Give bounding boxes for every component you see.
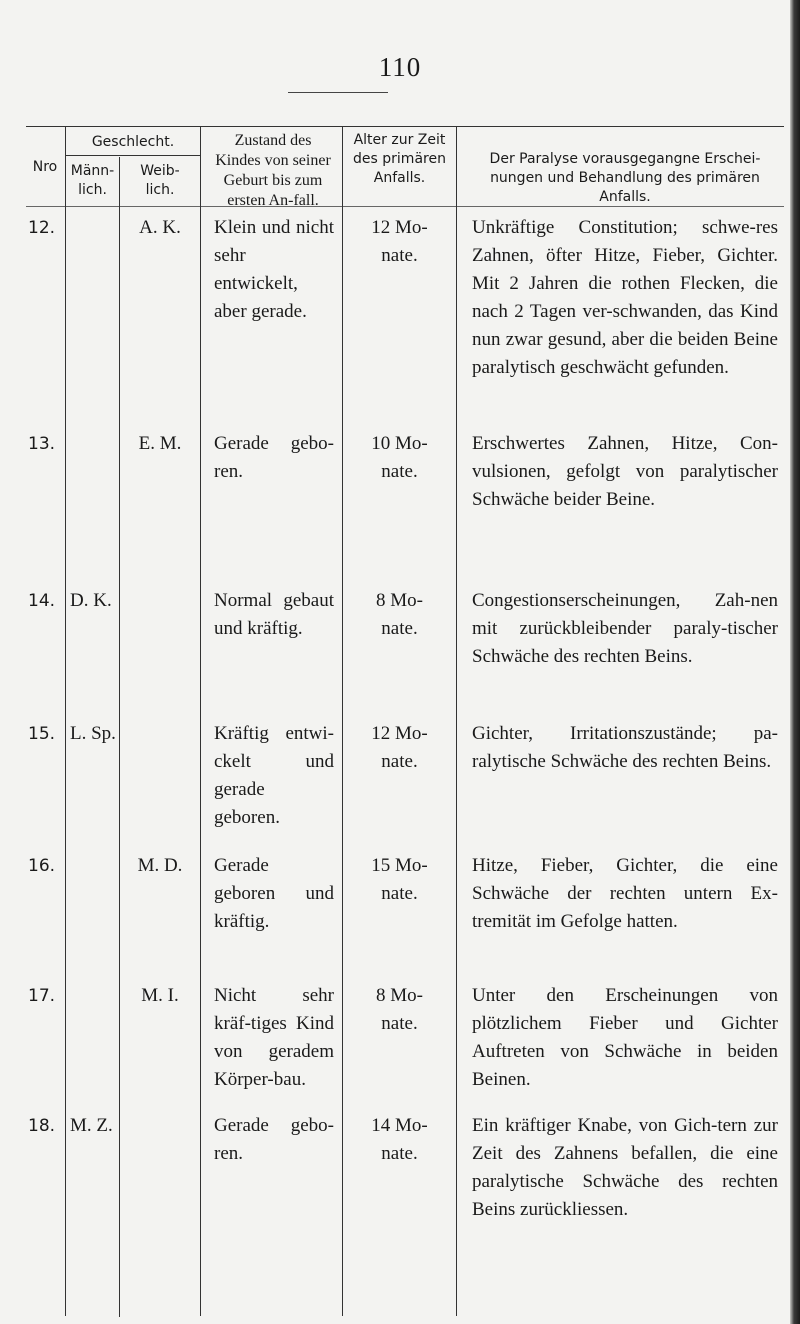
page-number: 110 (378, 52, 422, 82)
header-erscheinungen: Der Paralyse vorausgegangne Erschei-nungen und Behandlung des primären Anfalls. (489, 151, 761, 205)
row-12-weiblich: A. K. (139, 217, 181, 238)
row-14-nro: 14. (28, 591, 56, 611)
row-17-zustand: Nicht sehr kräf-tiges Kind von geradem Körper-bau. (214, 985, 334, 1090)
row-18-zustand: Gerade gebo-ren. (214, 1115, 334, 1164)
row-15-nro: 15. (28, 724, 56, 744)
header-zustand: Zustand des Kindes von seiner Geburt bis zum ersten An-fall. (215, 132, 331, 209)
row-14-maennlich: D. K. (70, 590, 112, 611)
row-14-zustand: Normal gebaut und kräftig. (214, 590, 334, 639)
row-13-weiblich: E. M. (138, 433, 182, 454)
header-weiblich: Weib- lich. (140, 163, 180, 198)
row-13-zustand: Gerade gebo-ren. (214, 433, 334, 482)
row-14-alter: 8 Mo- nate. (376, 590, 423, 639)
header-maennlich: Männ- lich. (70, 163, 115, 198)
col-rule-zustand (342, 126, 343, 1316)
table-top-border (26, 126, 784, 127)
row-15-zustand: Kräftig entwi-ckelt und gerade geboren. (214, 723, 334, 828)
header-nro: Nro (32, 159, 58, 175)
row-18-erscheinungen: Ein kräftiger Knabe, von Gich-tern zur Zeit des Zahnens befallen, die eine paralytische Schwäche des rechten Beins zurückliessen. (472, 1115, 778, 1220)
row-16-erscheinungen: Hitze, Fieber, Gichter, die eine Schwäche der rechten untern Ex-tremität im Gefolge hatten. (472, 855, 778, 932)
row-18-maennlich: M. Z. (70, 1115, 113, 1136)
row-16-nro: 16. (28, 856, 56, 876)
row-13-alter: 10 Mo- nate. (371, 433, 428, 482)
header-geschlecht: Geschlecht. (91, 134, 175, 150)
subheader-rule (66, 155, 200, 156)
row-12-erscheinungen: Unkräftige Constitution; schwe-res Zahnen, öfter Hitze, Fieber, Gichter. Mit 2 Jahren die rothen Flecken, die nach 2 Tagen ver-schwanden, das Kind nun zwar gesund, aber die beiden Beine paralytisch geschwächt gefunden. (472, 217, 778, 378)
row-15-maennlich: L. Sp. (70, 723, 116, 744)
row-15-alter: 12 Mo- nate. (371, 723, 428, 772)
row-16-alter: 15 Mo- nate. (371, 855, 428, 904)
row-12-zustand: Klein und nicht sehr entwickelt, aber gerade. (214, 217, 334, 322)
row-13-erscheinungen: Erschwertes Zahnen, Hitze, Con-vulsionen, gefolgt von paralytischer Schwäche beider Beine. (472, 433, 778, 510)
row-17-nro: 17. (28, 986, 56, 1006)
col-rule-nro (65, 126, 66, 1316)
header-alter: Alter zur Zeit des primären Anfalls. (353, 132, 446, 186)
row-12-alter: 12 Mo- nate. (371, 217, 428, 266)
row-16-zustand: Gerade geboren und kräftig. (214, 855, 334, 932)
col-rule-maennlich (119, 157, 120, 1317)
row-15-erscheinungen: Gichter, Irritationszustände; pa-ralytische Schwäche des rechten Beins. (472, 723, 778, 772)
row-18-alter: 14 Mo- nate. (371, 1115, 428, 1164)
page-edge-shadow (790, 0, 800, 1324)
row-17-erscheinungen: Unter den Erscheinungen von plötzlichem Fieber und Gichter Auftreten von Schwäche in beiden Beinen. (472, 985, 778, 1090)
row-17-weiblich: M. I. (141, 985, 179, 1006)
col-rule-weiblich (200, 126, 201, 1316)
row-13-nro: 13. (28, 434, 56, 454)
row-18-nro: 18. (28, 1116, 56, 1136)
row-17-alter: 8 Mo- nate. (376, 985, 423, 1034)
row-12-nro: 12. (28, 218, 56, 238)
col-rule-alter (456, 126, 457, 1316)
top-rule (288, 92, 388, 93)
row-14-erscheinungen: Congestionserscheinungen, Zah-nen mit zurückbleibender paraly-tischer Schwäche des rechten Beins. (472, 590, 778, 667)
row-16-weiblich: M. D. (137, 855, 183, 876)
